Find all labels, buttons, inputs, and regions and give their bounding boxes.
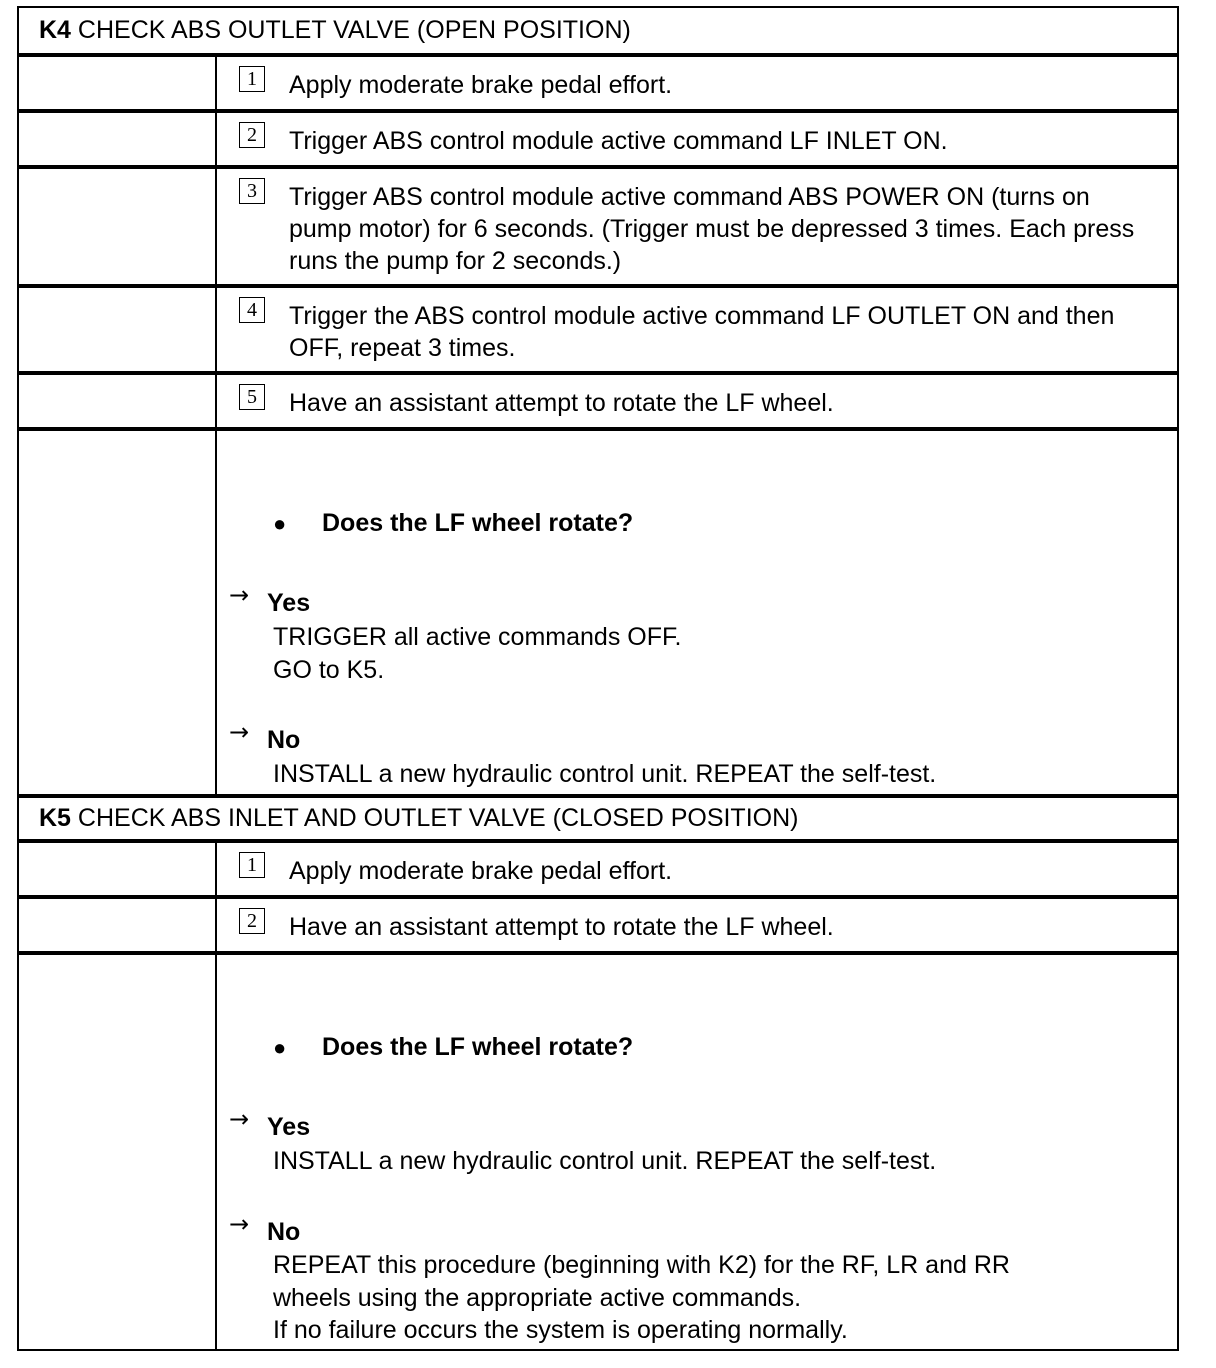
k4-step-cell-2 xyxy=(217,113,1177,165)
k5-header xyxy=(19,798,1177,833)
no-text: INSTALL a new hydraulic control unit. REPEAT the self-test. xyxy=(273,760,937,788)
bullet-icon: ● xyxy=(273,511,287,536)
step-text: Have an assistant attempt to rotate the LF wheel. xyxy=(289,913,834,941)
bullet-icon: ● xyxy=(273,1035,287,1060)
k4-step-left-cell-2 xyxy=(19,113,217,165)
k4-step-left-cell-4 xyxy=(19,288,217,371)
arrow-right-icon: → xyxy=(229,1105,250,1133)
arrow-right-icon: → xyxy=(229,581,250,609)
k4-step-left-cell-1 xyxy=(19,57,217,109)
k4-question-row xyxy=(17,429,1179,796)
k4-title: CHECK ABS OUTLET VALVE (OPEN POSITION) xyxy=(77,16,631,44)
k5-step-row-2 xyxy=(17,897,1179,953)
k4-step-row-2 xyxy=(17,111,1179,167)
step-text: Trigger ABS control module active command LF INLET ON. xyxy=(289,127,948,155)
k5-id: K5 xyxy=(39,804,71,832)
k5-step-left-cell-1 xyxy=(19,843,217,895)
k4-header xyxy=(19,8,1177,45)
k4-step-left-cell-5 xyxy=(19,375,217,427)
question-text: Does the LF wheel rotate? xyxy=(322,1033,634,1061)
step-text: Trigger the ABS control module active command LF OUTLET ON and then OFF, repeat 3 times. xyxy=(289,302,1115,362)
step-number-box: 2 xyxy=(239,122,265,148)
k5-question-cell xyxy=(217,955,1177,1349)
k5-question-left-cell xyxy=(19,955,217,1349)
k5-step-cell-2 xyxy=(217,899,1177,951)
k4-question-left-cell xyxy=(19,431,217,794)
step-number-box: 5 xyxy=(239,384,265,410)
k5-question-row xyxy=(17,953,1179,1351)
yes-text: TRIGGER all active commands OFF. GO to K5. xyxy=(273,623,682,684)
step-number-box: 2 xyxy=(239,908,265,934)
yes-label: Yes xyxy=(267,1113,311,1141)
k4-step-cell-4 xyxy=(217,288,1177,371)
step-text: Trigger ABS control module active command ABS POWER ON (turns on pump motor) for 6 seconds. (Trigger must be depressed 3 times. Each press runs the pump for 2 seconds.) xyxy=(289,183,1135,275)
no-label: No xyxy=(267,726,301,754)
arrow-right-icon: → xyxy=(229,1210,250,1238)
step-number-box: 4 xyxy=(239,297,265,323)
k4-step-row-3 xyxy=(17,167,1179,286)
step-number-box: 3 xyxy=(239,178,265,204)
no-text: REPEAT this procedure (beginning with K2) for the RF, LR and RR wheels using the appropriate active commands. If no failure occurs the system is operating normally. xyxy=(273,1251,1010,1344)
k4-header-row xyxy=(17,6,1179,55)
k4-question-cell xyxy=(217,431,1177,794)
yes-label: Yes xyxy=(267,589,311,617)
arrow-right-icon: → xyxy=(229,718,250,746)
question-text: Does the LF wheel rotate? xyxy=(322,509,634,537)
step-text: Have an assistant attempt to rotate the LF wheel. xyxy=(289,389,834,417)
k5-step-cell-1 xyxy=(217,843,1177,895)
k4-step-cell-5 xyxy=(217,375,1177,427)
k5-title: CHECK ABS INLET AND OUTLET VALVE (CLOSED POSITION) xyxy=(77,804,799,832)
k4-step-cell-3 xyxy=(217,169,1177,284)
k4-step-left-cell-3 xyxy=(19,169,217,284)
k4-id: K4 xyxy=(39,16,71,44)
step-number-box: 1 xyxy=(239,852,265,878)
k4-step-row-4 xyxy=(17,286,1179,373)
k4-step-row-5 xyxy=(17,373,1179,429)
step-text: Apply moderate brake pedal effort. xyxy=(289,71,673,99)
k5-step-left-cell-2 xyxy=(19,899,217,951)
no-label: No xyxy=(267,1218,301,1246)
k5-header-row xyxy=(17,796,1179,841)
k5-step-row-1 xyxy=(17,841,1179,897)
step-text: Apply moderate brake pedal effort. xyxy=(289,857,673,885)
step-number-box: 1 xyxy=(239,66,265,92)
yes-text: INSTALL a new hydraulic control unit. REPEAT the self-test. xyxy=(273,1147,937,1175)
k4-step-cell-1 xyxy=(217,57,1177,109)
k4-step-row-1 xyxy=(17,55,1179,111)
